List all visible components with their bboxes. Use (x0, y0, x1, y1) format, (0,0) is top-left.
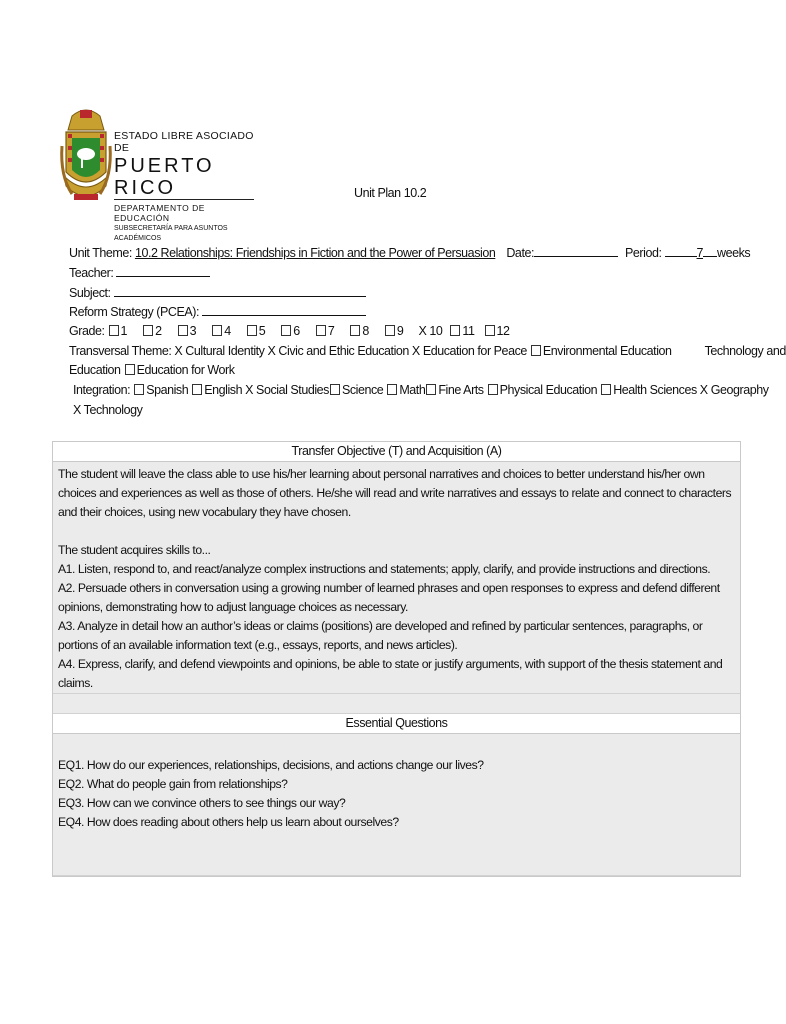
grade-6-checkbox[interactable] (281, 325, 291, 336)
grade-5-label: 5 (258, 324, 266, 338)
fine-arts-checkbox[interactable] (426, 384, 436, 395)
essential-questions-heading: Essential Questions (53, 714, 740, 734)
subject-label: Subject: (69, 286, 111, 300)
logo-line-2: PUERTO RICO (114, 155, 254, 200)
reform-field[interactable] (202, 304, 366, 316)
skill-a4: A4. Express, clarify, and defend viewpoints and opinions, be able to state or justify arguments, with support of the thesis statement and claims. (58, 657, 723, 690)
grade-12-checkbox[interactable] (485, 325, 495, 336)
logo-line-3: DEPARTAMENTO DE EDUCACIÓN (114, 203, 205, 223)
grade-2-checkbox[interactable] (143, 325, 153, 336)
date-label: Date: (506, 246, 534, 260)
coat-of-arms-icon (62, 106, 110, 212)
math-label: Math (399, 383, 426, 397)
grade-1-label: 1 (120, 324, 128, 338)
transversal-text: Transversal Theme: X Cultural Identity X Civic and Ethic Education X Education for Peace (69, 344, 527, 358)
integration-line-2 (73, 403, 142, 417)
grade-5-checkbox[interactable] (247, 325, 257, 336)
environmental-label: Environmental Education (542, 344, 672, 358)
unit-theme-value: 10.2 Relationships: Friendships in Fiction and the Power of Persuasion (134, 246, 496, 260)
science-label: Science (341, 383, 384, 397)
grade-2-label: 2 (155, 324, 162, 338)
skill-a2: A2. Persuade others in conversation using a growing number of learned phrases and open responses to express and defend different opinions, demonstrating how to adjust language choices as necessary. (58, 581, 720, 614)
grade-9-checkbox[interactable] (385, 325, 395, 336)
grade-7-label: 7 (327, 324, 335, 338)
acquires-intro: The student acquires skills to... (58, 543, 211, 557)
grade-6-label: 6 (293, 324, 300, 338)
period-blank (665, 245, 697, 257)
logo-line-4: SUBSECRETARÍA PARA ASUNTOS ACADÉMICOS (114, 225, 228, 242)
grade-7-checkbox[interactable] (316, 325, 326, 336)
grade-9-label: 9 (396, 324, 404, 338)
question-eq2: EQ2. What do people gain from relationships? (58, 777, 288, 791)
grade-line (69, 324, 510, 338)
integration-label: Integration: (73, 383, 131, 397)
period-label: Period: (625, 246, 665, 260)
question-eq3: EQ3. How can we convince others to see things our way? (58, 796, 346, 810)
skill-a1: A1. Listen, respond to, and react/analyze complex instructions and statements; apply, clarify, and provide instructions and directions. (58, 562, 711, 576)
subject-field[interactable] (114, 285, 366, 297)
science-checkbox[interactable] (330, 384, 340, 395)
transfer-heading: Transfer Objective (T) and Acquisition (A) (53, 442, 740, 462)
teacher-label: Teacher: (69, 266, 114, 280)
reform-line (69, 304, 366, 319)
unit-theme-line (69, 245, 750, 260)
unit-plan-table (52, 441, 741, 877)
reform-label: Reform Strategy (PCEA): (69, 305, 199, 319)
education-label: Education (69, 363, 121, 377)
period-unit: weeks (717, 246, 751, 260)
education-for-work-checkbox[interactable] (125, 364, 135, 375)
grade-4-checkbox[interactable] (212, 325, 222, 336)
health-geography-label: Health Sciences X Geography (613, 383, 769, 397)
period-value: 7 (696, 246, 704, 260)
unit-plan-title: Unit Plan 10.2 (354, 186, 427, 200)
teacher-line (69, 265, 210, 280)
date-field[interactable] (534, 245, 618, 257)
technology-label: Technology and (704, 344, 786, 358)
period-blank-2 (703, 245, 717, 257)
unit-theme-label: Unit Theme: (69, 246, 135, 260)
grade-11-checkbox[interactable] (450, 325, 460, 336)
technology-selected: X Technology (73, 403, 143, 417)
physical-education-label: Physical Education (499, 383, 598, 397)
question-eq4: EQ4. How does reading about others help us learn about ourselves? (58, 815, 399, 829)
transfer-body (53, 462, 740, 694)
health-sciences-checkbox[interactable] (601, 384, 611, 395)
grade-4-label: 4 (224, 324, 231, 338)
spanish-checkbox[interactable] (134, 384, 144, 395)
grade-1-checkbox[interactable] (109, 325, 119, 336)
physical-education-checkbox[interactable] (488, 384, 498, 395)
grade-3-label: 3 (189, 324, 197, 338)
grade-10-selected[interactable]: X 10 (418, 324, 443, 338)
subject-line (69, 285, 366, 300)
education-for-work-label: Education for Work (136, 363, 235, 377)
essential-questions-body (53, 734, 740, 876)
fine-arts-label: Fine Arts (438, 383, 484, 397)
social-studies-selected[interactable]: X Social Studies (245, 383, 329, 397)
logo-text-block (114, 130, 254, 244)
environmental-checkbox[interactable] (531, 345, 541, 356)
transfer-objective-text: The student will leave the class able to use his/her learning about personal narratives and choices to better understand his/her own choices and experiences as well as those of others. He/she will read and write narratives and essays to relate and connect to characters and their choices, using new vocabulary they have chosen. (58, 467, 732, 519)
transversal-line-2 (69, 363, 235, 377)
grade-12-label: 12 (496, 324, 510, 338)
english-label: English (204, 383, 243, 397)
spanish-label: Spanish (146, 383, 189, 397)
grade-8-label: 8 (362, 324, 369, 338)
grade-11-label: 11 (462, 324, 475, 338)
math-checkbox[interactable] (387, 384, 397, 395)
grade-label: Grade: (69, 324, 105, 338)
english-checkbox[interactable] (192, 384, 202, 395)
teacher-field[interactable] (116, 265, 210, 277)
question-eq1: EQ1. How do our experiences, relationships, decisions, and actions change our lives? (58, 758, 484, 772)
grade-3-checkbox[interactable] (178, 325, 188, 336)
table-spacer-row (53, 694, 740, 714)
integration-line (73, 383, 769, 397)
grade-8-checkbox[interactable] (350, 325, 360, 336)
skill-a3: A3. Analyze in detail how an author’s ideas or claims (positions) are developed and refined by particular sentences, paragraphs, or portions of an available information text (e.g., essays, reports, and news articles). (58, 619, 703, 652)
logo-line-1: ESTADO LIBRE ASOCIADO DE (114, 130, 254, 154)
department-logo (62, 106, 254, 242)
transversal-line-1 (69, 344, 786, 358)
